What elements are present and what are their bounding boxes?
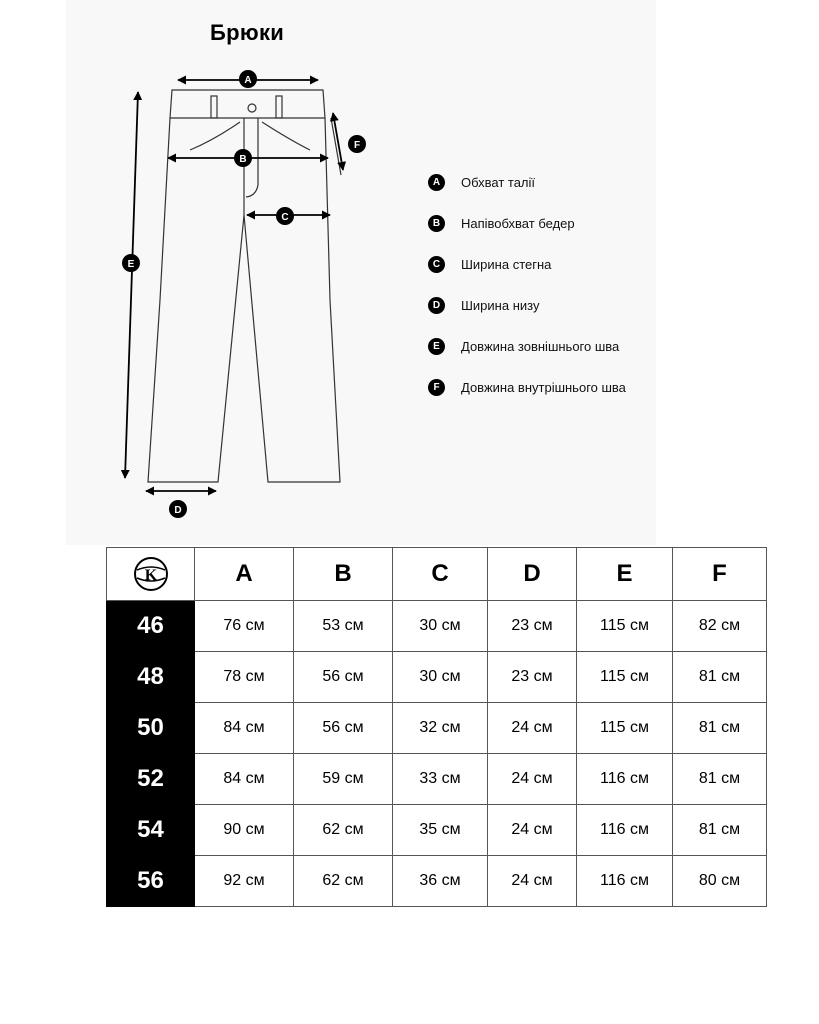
header-a: A <box>195 548 294 601</box>
table-row <box>107 703 767 754</box>
value-a: 84 см <box>195 754 294 805</box>
legend-a-icon: A <box>428 174 445 191</box>
value-f: 81 см <box>673 652 767 703</box>
value-e: 116 см <box>577 754 673 805</box>
legend-e-icon: E <box>428 338 445 355</box>
header-c: C <box>393 548 488 601</box>
value-b: 56 см <box>294 703 393 754</box>
marker-c-label: C <box>281 212 289 223</box>
legend-d-label: Ширина низу <box>461 297 540 313</box>
marker-a-label: A <box>244 75 252 86</box>
value-d: 24 см <box>488 703 577 754</box>
table-header-row <box>107 548 767 601</box>
legend-c-icon: C <box>428 256 445 273</box>
value-f: 82 см <box>673 601 767 652</box>
value-c: 33 см <box>393 754 488 805</box>
arrow-f <box>333 113 343 170</box>
value-b: 62 см <box>294 805 393 856</box>
table-row <box>107 652 767 703</box>
page-title: Брюки <box>210 20 285 45</box>
legend-item-e <box>428 336 626 356</box>
size-table <box>106 547 767 907</box>
table-row <box>107 805 767 856</box>
pants-outline <box>148 90 341 482</box>
marker-e-label: E <box>127 259 135 270</box>
value-a: 84 см <box>195 703 294 754</box>
value-e: 115 см <box>577 652 673 703</box>
value-e: 116 см <box>577 856 673 907</box>
value-d: 24 см <box>488 856 577 907</box>
value-f: 81 см <box>673 805 767 856</box>
arrow-e <box>125 92 138 478</box>
marker-d-label: D <box>174 505 182 516</box>
legend-f-icon: F <box>428 379 445 396</box>
size-cell: 52 <box>107 754 195 805</box>
legend-d-icon: D <box>428 297 445 314</box>
value-c: 36 см <box>393 856 488 907</box>
value-e: 115 см <box>577 703 673 754</box>
legend-b-label: Напівобхват бедер <box>461 215 575 231</box>
value-c: 30 см <box>393 652 488 703</box>
logo-cell <box>107 548 195 601</box>
value-a: 90 см <box>195 805 294 856</box>
legend-item-f <box>428 377 626 397</box>
header-f: F <box>673 548 767 601</box>
legend-a-label: Обхват талії <box>461 174 536 190</box>
legend-item-a <box>428 172 626 192</box>
value-a: 76 см <box>195 601 294 652</box>
value-b: 56 см <box>294 652 393 703</box>
value-d: 23 см <box>488 601 577 652</box>
value-e: 116 см <box>577 805 673 856</box>
table-row <box>107 601 767 652</box>
header-b: B <box>294 548 393 601</box>
size-cell: 48 <box>107 652 195 703</box>
value-f: 81 см <box>673 703 767 754</box>
value-e: 115 см <box>577 601 673 652</box>
marker-b-label: B <box>239 154 247 165</box>
value-c: 32 см <box>393 703 488 754</box>
legend-item-d <box>428 295 626 315</box>
value-c: 35 см <box>393 805 488 856</box>
legend-c-label: Ширина стегна <box>461 256 552 272</box>
value-f: 81 см <box>673 754 767 805</box>
brand-logo-icon <box>132 555 170 593</box>
measurement-legend <box>428 172 626 418</box>
legend-item-c <box>428 254 626 274</box>
value-b: 53 см <box>294 601 393 652</box>
size-cell: 54 <box>107 805 195 856</box>
value-f: 80 см <box>673 856 767 907</box>
size-cell: 56 <box>107 856 195 907</box>
value-b: 59 см <box>294 754 393 805</box>
value-d: 23 см <box>488 652 577 703</box>
value-c: 30 см <box>393 601 488 652</box>
legend-item-b <box>428 213 626 233</box>
legend-b-icon: B <box>428 215 445 232</box>
value-a: 92 см <box>195 856 294 907</box>
value-d: 24 см <box>488 754 577 805</box>
value-b: 62 см <box>294 856 393 907</box>
size-cell: 46 <box>107 601 195 652</box>
legend-e-label: Довжина зовнішнього шва <box>461 338 620 354</box>
size-cell: 50 <box>107 703 195 754</box>
table-row <box>107 754 767 805</box>
value-a: 78 см <box>195 652 294 703</box>
value-d: 24 см <box>488 805 577 856</box>
header-d: D <box>488 548 577 601</box>
brand-logo-letter: K <box>144 567 157 584</box>
table-row <box>107 856 767 907</box>
legend-f-label: Довжина внутрішнього шва <box>461 379 626 395</box>
marker-f-label: F <box>353 140 361 151</box>
header-e: E <box>577 548 673 601</box>
